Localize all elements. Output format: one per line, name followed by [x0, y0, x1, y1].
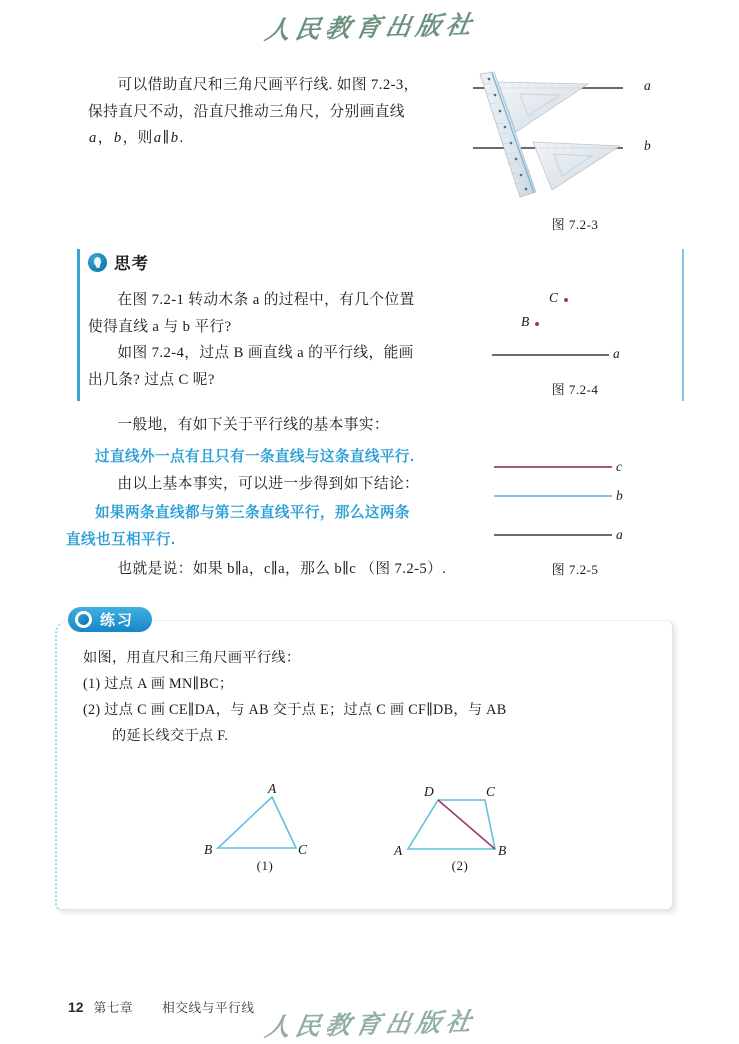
intro-var-a: a	[89, 130, 97, 146]
footer-chapter-title: 相交线与平行线	[162, 1001, 255, 1015]
facts-lead-2: 由以上基本事实，可以进一步得到如下结论：	[117, 476, 420, 492]
fig724-label-B: B	[521, 314, 530, 329]
fig725-label-c: c	[616, 459, 622, 474]
fact-statement-2-line2: 直线也互相平行.	[66, 532, 176, 548]
set-square-lower	[533, 142, 620, 190]
diagram1-label-C: C	[298, 842, 308, 857]
think-title: 思考	[114, 255, 149, 273]
lightbulb-head-icon	[88, 253, 107, 272]
fig725-label-b: b	[616, 488, 623, 503]
practice-title: 练习	[100, 612, 135, 629]
trapezoid-abcd-svg	[390, 785, 530, 865]
intro-period: .	[179, 130, 184, 146]
diagram1-label-B: B	[204, 842, 213, 857]
intro-var-b2: b	[170, 130, 179, 146]
practice-diagram-2	[390, 785, 530, 865]
intro-comma-1: ，	[97, 130, 113, 146]
fig724-label-a: a	[613, 346, 620, 361]
practice-intro: 如图，用直尺和三角尺画平行线：	[83, 650, 301, 666]
intro-parallel-sym: ∥	[162, 130, 170, 146]
intro-paragraph	[88, 72, 433, 152]
publisher-logo-top: 人民教育出版社	[262, 12, 479, 45]
intro-var-b: b	[113, 130, 122, 146]
practice-item-2-line1: (2) 过点 C 画 CE∥DA，与 AB 交于点 E；过点 C 画 CF∥DB，与 AB	[83, 702, 507, 718]
practice-item-1: (1) 过点 A 画 MN∥BC；	[83, 676, 234, 692]
intro-var-a2: a	[153, 130, 162, 146]
intro-line-1: 可以借助直尺和三角尺画平行线. 如图 7.2-3，	[117, 77, 419, 93]
figure-7-2-5-caption: 图 7.2-5	[551, 562, 599, 577]
think-q2-line2: 出几条? 过点 C 呢?	[88, 371, 215, 388]
fact-statement-1: 过直线外一点有且只有一条直线与这条直线平行.	[95, 449, 415, 465]
practice-diagram-2-caption: (2)	[451, 858, 469, 873]
footer-chapter: 第七章	[93, 1001, 134, 1015]
intro-then: ，则	[122, 130, 153, 146]
page-footer	[68, 997, 255, 1016]
diagram2-label-B: B	[498, 843, 507, 858]
page-number: 12	[68, 999, 84, 1015]
fig724-lines	[492, 288, 652, 368]
think-header	[88, 250, 149, 274]
fig723-label-a: a	[644, 78, 651, 93]
intro-line-2: 保持直尺不动，沿直尺推动三角尺，分别画直线	[88, 103, 405, 120]
fact-statement-2-line1: 如果两条直线都与第三条直线平行，那么这两条	[95, 505, 410, 521]
facts-lead-1: 一般地，有如下关于平行线的基本事实：	[117, 417, 389, 433]
diagram2-label-C: C	[486, 784, 496, 799]
think-q2-line1: 如图 7.2-4，过点 B 画直线 a 的平行线，能画	[117, 345, 414, 361]
diagram1-label-A: A	[268, 781, 277, 796]
fig725-lines	[492, 455, 652, 565]
practice-diagram-1	[200, 781, 330, 865]
fig724-label-C: C	[549, 290, 559, 305]
practice-badge	[68, 607, 152, 632]
figure-7-2-5-illustration	[492, 455, 652, 565]
practice-diagram-1-caption: (1)	[256, 858, 274, 873]
figure-7-2-3-caption: 图 7.2-3	[551, 217, 599, 232]
facts-summary: 也就是说：如果 b∥a，c∥a，那么 b∥c （图 7.2-5）.	[117, 561, 447, 577]
fig723-label-b: b	[644, 138, 651, 153]
diagram2-label-D: D	[424, 784, 434, 799]
figure-7-2-4-illustration	[492, 288, 652, 368]
diagram2-label-A: A	[394, 843, 403, 858]
think-question-2	[88, 340, 448, 393]
practice-item-2-line2: 的延长线交于点 F.	[112, 728, 229, 744]
publisher-logo-bottom: 人民教育出版社	[262, 1009, 479, 1042]
triangle-abc-svg	[200, 785, 330, 865]
think-q1-line2: 使得直线 a 与 b 平行?	[88, 318, 232, 335]
fig725-label-a: a	[616, 527, 623, 542]
figure-7-2-4-caption: 图 7.2-4	[551, 382, 599, 397]
pencil-circle-icon	[75, 611, 92, 628]
think-q1-line1: 在图 7.2-1 转动木条 a 的过程中，有几个位置	[117, 292, 415, 308]
think-question-1	[88, 287, 448, 340]
